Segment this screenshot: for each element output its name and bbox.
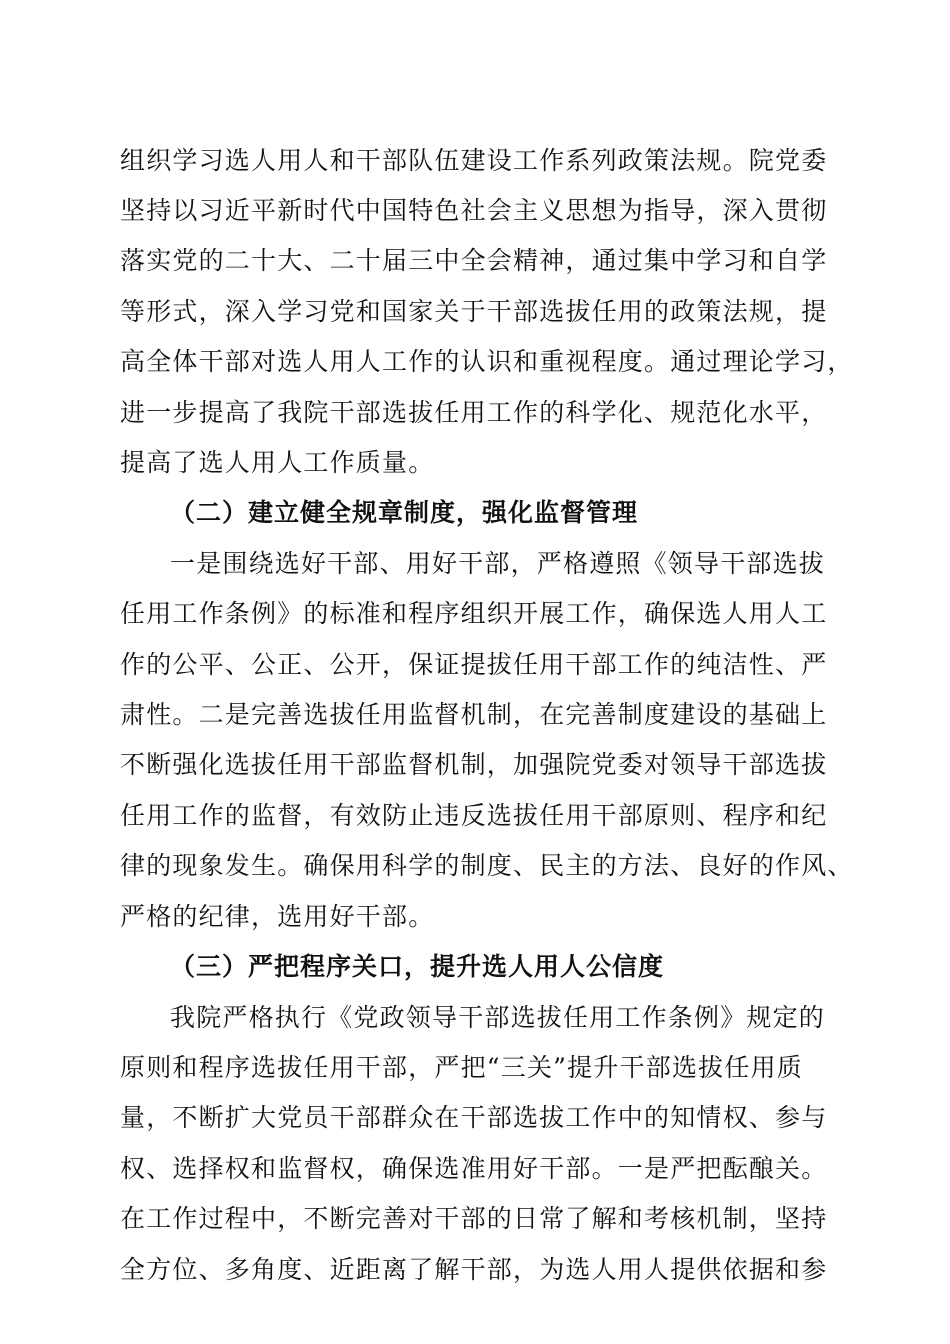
paragraph-line: 坚持以习近平新时代中国特色社会主义思想为指导，深入贯彻 (120, 196, 828, 225)
paragraph-line: 在工作过程中，不断完善对干部的日常了解和考核机制，坚持 (120, 1204, 828, 1233)
paragraph-line: 原则和程序选拔任用干部，严把“三关”提升干部选拔任用质 (120, 1053, 803, 1082)
paragraph-line: 任用工作的监督，有效防止违反选拔任用干部原则、程序和纪 (120, 801, 828, 830)
paragraph-line: 律的现象发生。确保用科学的制度、民主的方法、良好的作风、 (120, 851, 854, 880)
paragraph-line: 任用工作条例》的标准和程序组织开展工作，确保选人用人工 (120, 599, 828, 628)
paragraph-line: 进一步提高了我院干部选拔任用工作的科学化、规范化水平， (120, 398, 828, 427)
paragraph-line: 全方位、多角度、近距离了解干部，为选人用人提供依据和参 (120, 1255, 828, 1284)
section-heading: （三）严把程序关口，提升选人用人公信度 (170, 952, 665, 981)
paragraph-line: 一是围绕选好干部、用好干部，严格遵照《领导干部选拔 (170, 549, 826, 578)
section-heading: （二）建立健全规章制度，强化监督管理 (170, 498, 639, 527)
paragraph-line: 组织学习选人用人和干部队伍建设工作系列政策法规。院党委 (120, 146, 828, 175)
paragraph-line: 权、选择权和监督权，确保选准用好干部。一是严把酝酿关。 (120, 1154, 828, 1183)
paragraph-line: 提高了选人用人工作质量。 (120, 448, 435, 477)
paragraph-line: 作的公平、公正、公开，保证提拔任用干部工作的纯洁性、严 (120, 650, 828, 679)
paragraph-line: 量，不断扩大党员干部群众在干部选拔工作中的知情权、参与 (120, 1103, 828, 1132)
paragraph-line: 严格的纪律，选用好干部。 (120, 902, 435, 931)
paragraph-line: 等形式，深入学习党和国家关于干部选拔任用的政策法规，提 (120, 297, 828, 326)
paragraph-line: 我院严格执行《党政领导干部选拔任用工作条例》规定的 (170, 1003, 826, 1032)
paragraph-line: 不断强化选拔任用干部监督机制，加强院党委对领导干部选拔 (120, 750, 828, 779)
paragraph-line: 落实党的二十大、二十届三中全会精神，通过集中学习和自学 (120, 246, 828, 275)
paragraph-line: 肃性。二是完善选拔任用监督机制，在完善制度建设的基础上 (120, 700, 828, 729)
paragraph-line: 高全体干部对选人用人工作的认识和重视程度。通过理论学习， (120, 347, 854, 376)
